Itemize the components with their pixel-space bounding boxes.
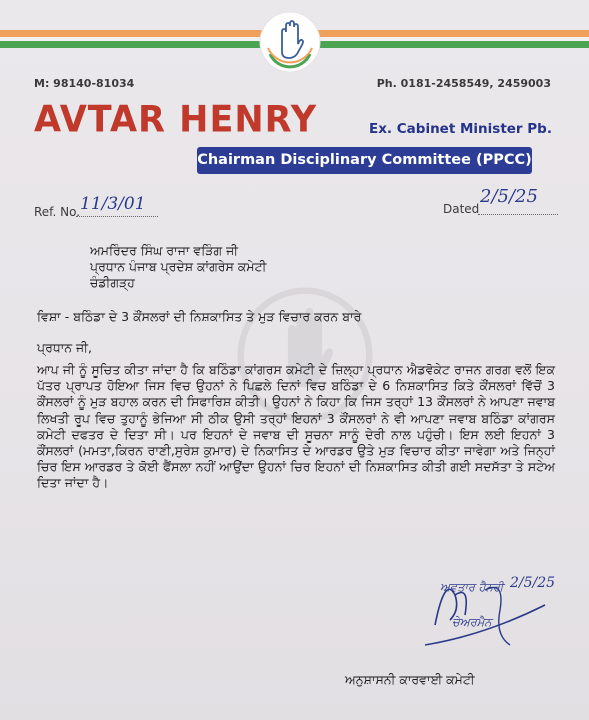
letter-subject: ਵਿਸ਼ਾ - ਬਠਿੰਡਾ ਦੇ 3 ਕੌਂਸਲਰਾਂ ਦੀ ਨਿਸ਼ਕਾਸਿਤ ਤੇ ਮੁੜ ਵਿਚਾਰ ਕਰਨ ਬਾਰੇ bbox=[37, 309, 362, 324]
ref-no-label: Ref. No. bbox=[34, 205, 81, 219]
recipient-city: ਚੰਡੀਗੜ੍ਹ bbox=[90, 275, 135, 290]
committee-footer: ਅਨੁਸ਼ਾਸਨੀ ਕਾਰਵਾਈ ਕਮੇਟੀ bbox=[345, 672, 475, 687]
signatory-name: ਅਵਤਾਰ ਹੈਨਰੀ bbox=[440, 580, 504, 594]
mobile-number: M: 98140-81034 bbox=[34, 77, 135, 90]
congress-hand-logo-icon bbox=[258, 8, 322, 78]
sender-former-post: Ex. Cabinet Minister Pb. bbox=[369, 121, 552, 137]
signature-date: 2/5/25 bbox=[510, 575, 556, 591]
phone-numbers: Ph. 0181-2458549, 2459003 bbox=[376, 77, 551, 90]
letter-salutation: ਪ੍ਰਧਾਨ ਜੀ, bbox=[37, 340, 92, 355]
ref-no-value: 11/3/01 bbox=[80, 194, 146, 214]
recipient-name: ਅਮਰਿੰਦਰ ਸਿੰਘ ਰਾਜਾ ਵੜਿੰਗ ਜੀ bbox=[90, 243, 239, 258]
dated-underline bbox=[478, 214, 558, 215]
ref-no-underline bbox=[76, 216, 158, 217]
designation-banner: Chairman Disciplinary Committee (PPCC) bbox=[197, 147, 532, 174]
sender-name: AVTAR HENRY bbox=[34, 99, 318, 141]
dated-label: Dated bbox=[443, 202, 480, 216]
letter-body: ਆਪ ਜੀ ਨੂੰ ਸੂਚਿਤ ਕੀਤਾ ਜਾਂਦਾ ਹੈ ਕਿ ਬਠਿੰਡਾ ਕਾਂਗਰਸ ਕਮੇਟੀ ਦੇ ਜ਼ਿਲ੍ਹਾ ਪ੍ਰਧਾਨ ਐਡਵੋਕੇਟ ਰਾਜਨ ਗਰਗ ਵਲੋਂ ਇਕ ਪੱਤਰ ਪ੍ਰਾਪਤ ਹੋਇਆ ਜਿਸ ਵਿਚ ਉਹਨਾਂ ਨੇ ਪਿਛਲੇ ਦਿਨਾਂ ਵਿਚ ਬਠਿੰਡਾ ਦੇ 6 ਨਿਸ਼ਕਾਸਿਤ ਕਿਤੇ ਕੌਂਸਲਰਾਂ ਵਿੱਚੋਂ 3 ਕੌਂਸਲਰਾਂ ਨੂੰ ਮੁੜ ਬਹਾਲ ਕਰਨ ਦੀ ਸਿਫਾਰਿਸ਼ ਕੀਤੀ। ਉਹਨਾਂ ਨੇ ਕਿਹਾ ਕਿ ਜਿਸ ਤਰ੍ਹਾਂ 13 ਕੌਂਸਲਰਾਂ ਨੇ ਆਪਣਾ ਜਵਾਬ ਲਿਖਤੀ ਰੂਪ ਵਿਚ ਤੁਹਾਨੂੰ ਭੇਜਿਆ ਸੀ ਠੀਕ ਉਸੀ ਤਰ੍ਹਾਂ ਇਹਨਾਂ 3 ਕੌਂਸਲਰਾਂ ਨੇ ਵੀ ਆਪਣਾ ਜਵਾਬ ਬਠਿੰਡਾ ਕਾਂਗਰਸ ਕਮੇਟੀ ਦਫਤਰ ਦੇ ਦਿਤਾ ਸੀ। ਪਰ ਇਹਨਾਂ ਦੇ ਜਵਾਬ ਦੀ ਸੂਚਨਾ ਸਾਨੂੰ ਦੇਰੀ ਨਾਲ ਪਹੁੰਚੀ। ਇਸ ਲਈ ਇਹਨਾਂ 3 ਕੌਂਸਲਰਾਂ (ਮਮਤਾ,ਕਿਰਨ ਰਾਣੀ,ਸੁਰੇਸ਼ ਕੁਮਾਰ) ਦੇ ਨਿਕਾਸਿਤ ਦੇ ਆਰਡਰ ਉਤੇ ਮੁੜ ਵਿਚਾਰ ਕੀਤਾ ਜਾਵੇਗਾ ਅਤੇ ਜਿਨ੍ਹਾਂ ਚਿਰ ਇਸ ਆਰਡਰ ਤੇ ਕੋਈ ਫੈਂਸਲਾ ਨਹੀਂ ਆਉਂਦਾ ਉਹਨਾਂ ਚਿਰ ਇਹਨਾਂ ਦੀ ਨਿਸ਼ਕਾਸਿਤ ਕੀਤੀ ਗਈ ਸਦਸੱਤਾ ਤੇ ਸਟੇਅ ਦਿਤਾ ਜਾਂਦਾ ਹੈ। bbox=[37, 362, 555, 491]
dated-value: 2/5/25 bbox=[480, 186, 538, 207]
recipient-designation: ਪ੍ਰਧਾਨ ਪੰਜਾਬ ਪ੍ਰਦੇਸ਼ ਕਾਂਗਰੇਸ ਕਮੇਟੀ bbox=[90, 259, 267, 274]
signatory-title: ਚੇਅਰਮੈਨ bbox=[452, 615, 492, 629]
